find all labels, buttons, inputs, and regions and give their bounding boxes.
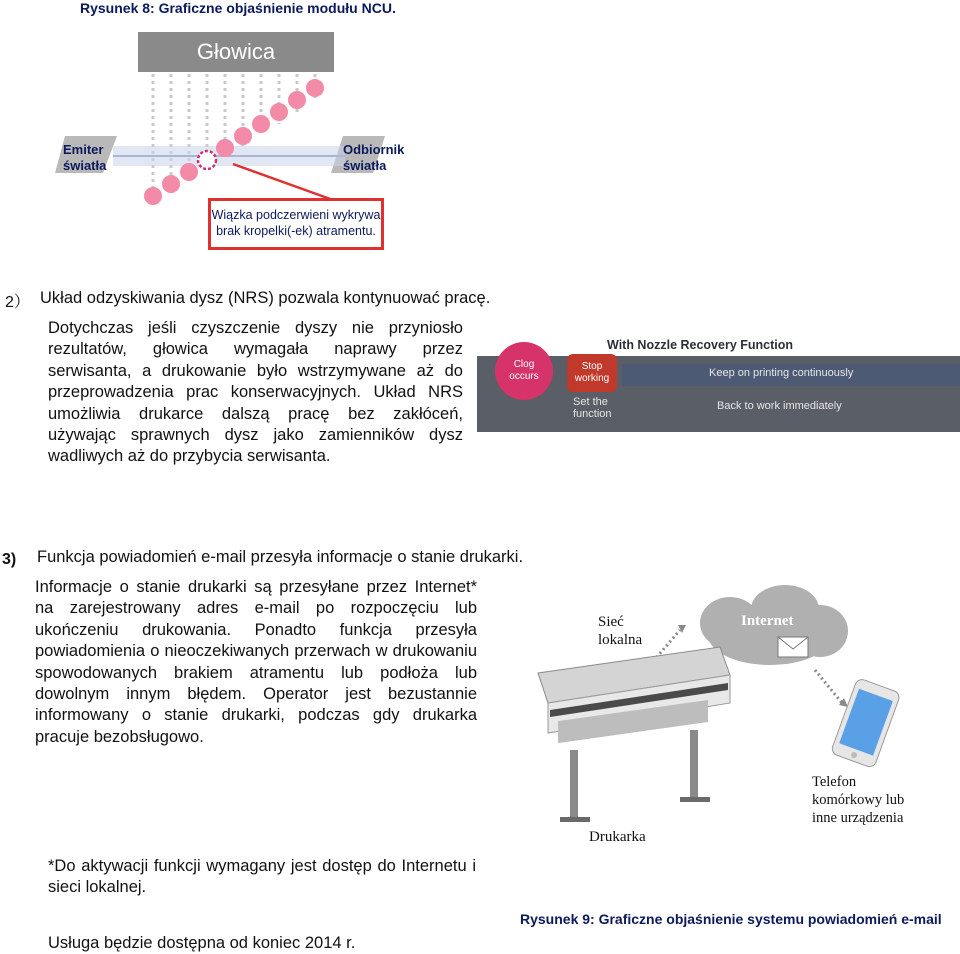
envelope-icon bbox=[778, 637, 808, 657]
section-3-footnote: *Do aktywacji funkcji wymagany jest dostęp do Internetu i sieci lokalnej. bbox=[48, 857, 476, 897]
section-2-paragraph: Dotychczas jeśli czyszczenie dyszy nie przyniosło rezultatów, głowica wymagała naprawy przez serwisanta, a drukowanie było wstrzymywane aż do przeprowadzenia prac konserwacyjnych. Układ NRS umożliwia drukarce dalszą pracę bez zakłóceń, używając sprawnych dysz jako zamienników dysz wadliwych aż do przybycia serwisanta. bbox=[48, 319, 463, 466]
internet-label: Internet bbox=[741, 613, 794, 629]
clog-circle: Clog occurs bbox=[495, 342, 553, 400]
notification-diagram bbox=[530, 585, 960, 855]
section-2-heading: Układ odzyskiwania dysz (NRS) pozwala kontynuować pracę. bbox=[40, 289, 491, 307]
nrs-title: With Nozzle Recovery Function bbox=[607, 338, 794, 352]
head-label: Głowica bbox=[138, 32, 334, 72]
section-3-number: 3) bbox=[2, 551, 17, 568]
missing-droplet bbox=[198, 151, 216, 169]
stop-badge: Stop working bbox=[567, 354, 617, 392]
back-to-work-label: Back to work immediately bbox=[717, 400, 842, 412]
printer-label: Drukarka bbox=[589, 829, 646, 845]
printer-graphic bbox=[538, 647, 730, 822]
section-3-heading: Funkcja powiadomień e-mail przesyła informacje o stanie drukarki. bbox=[37, 548, 524, 566]
nrs-figure bbox=[477, 334, 960, 432]
emitter-label: Emiter światła bbox=[63, 142, 107, 173]
phone-graphic bbox=[830, 678, 901, 769]
keep-printing-label: Keep on printing continuously bbox=[709, 367, 854, 379]
availability-note: Usługa będzie dostępna od koniec 2014 r. bbox=[48, 934, 356, 952]
section-2-number: 2） bbox=[5, 294, 30, 311]
set-function-label: Set the function bbox=[573, 396, 612, 420]
figure-8-caption: Rysunek 8: Graficzne objaśnienie modułu NCU. bbox=[80, 0, 396, 16]
phone-label: Telefon komórkowy lub inne urządzenia bbox=[812, 774, 905, 826]
ncu-diagram bbox=[55, 28, 415, 253]
beam-note-box: Wiązka podczerwieni wykrywa brak kropelki(-ek) atramentu. bbox=[208, 198, 384, 250]
receiver-label: Odbiornik światła bbox=[343, 142, 405, 173]
section-3-paragraph: Informacje o stanie drukarki są przesyłane przez Internet* na zarejestrowany adres e-mail po rozpoczęciu lub ukończeniu drukowania. Ponadto funkcja przesyła powiadomienia o nieoczekiwanych przerwach w drukowaniu spowodowanych brakiem atramentu lub podłoża lub dowolnym innym błędem. Operator jest bezustannie informowany o stanie drukarki, podczas gdy drukarka pracuje bezobsługowo. bbox=[35, 578, 477, 746]
figure-9-caption: Rysunek 9: Graficzne objaśnienie systemu powiadomień e-mail bbox=[520, 911, 942, 927]
lan-label: Sieć lokalna bbox=[598, 614, 643, 648]
